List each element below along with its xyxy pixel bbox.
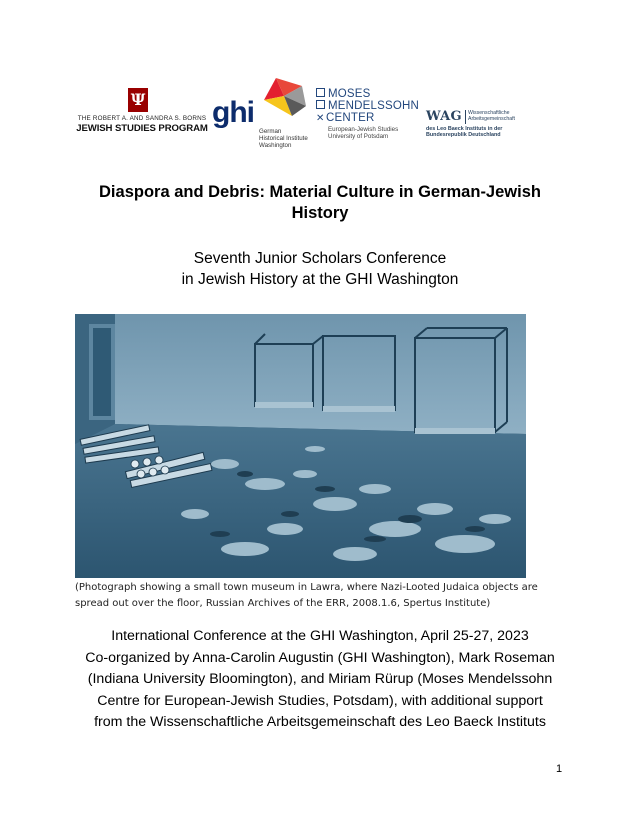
ghi-sub-line1: German [259, 128, 282, 135]
mmz-line3: ✕CENTER [316, 112, 375, 124]
logo-iu-jewish-studies [76, 88, 208, 136]
caption-line-2: spread out over the floor, Russian Archives of the ERR, 2008.1.6, Spertus Institute) [75, 597, 491, 609]
mmz-sub1: European-Jewish Studies [328, 126, 399, 133]
mmz-square-icon [316, 100, 325, 109]
page-number: 1 [556, 763, 563, 775]
wag-bottom-line2: Bundesrepublik Deutschland [426, 132, 501, 139]
ghi-triangle-icon [262, 78, 308, 126]
iu-logo-mainline: JEWISH STUDIES PROGRAM [76, 123, 208, 134]
document-subtitle [40, 248, 600, 290]
subtitle-line-1: Seventh Junior Scholars Conference [193, 250, 447, 267]
wag-right-line2: Arbeitsgemeinschaft [468, 116, 515, 122]
conference-details [40, 626, 600, 734]
mmz-sub2: University of Potsdam [328, 133, 389, 140]
wag-divider [465, 110, 466, 124]
photo-caption [75, 580, 575, 611]
title-line-2: History [291, 204, 349, 222]
mmz-x-icon: ✕ [316, 113, 325, 124]
mmz-line1: MOSES [316, 88, 371, 100]
ghi-subtitle [259, 128, 311, 150]
mmz-line2: MENDELSSOHN [316, 100, 419, 112]
document-title [40, 182, 600, 224]
wag-bottom-text [426, 126, 502, 139]
ghi-sub-line2: Historical Institute [259, 135, 308, 143]
mmz-square-icon [316, 88, 325, 97]
iu-logo-subline: THE ROBERT A. AND SANDRA S. BORNS [77, 115, 207, 122]
logo-wag [426, 108, 518, 138]
ghi-wordmark: ghi [212, 96, 254, 129]
caption-line-1: (Photograph showing a small town museum in Lawra, where Nazi-Looted Judaica objects are [75, 582, 538, 593]
body-line: Centre for European-Jewish Studies, Potsdam), with additional support [97, 692, 543, 709]
wag-abbr: WAG [426, 109, 462, 124]
body-line: Co-organized by Anna-Carolin Augustin (GHI Washington), Mark Roseman [85, 649, 555, 666]
iu-trident-icon: Ψ [128, 88, 148, 112]
wag-bottom-line1: des Leo Baeck Instituts in der [426, 126, 503, 132]
title-line-1: Diaspora and Debris: Material Culture in German-Jewish [99, 183, 541, 201]
body-line: (Indiana University Bloomington), and Miriam Rürup (Moses Mendelssohn [87, 671, 553, 688]
logo-moses-mendelssohn-center [316, 88, 424, 144]
subtitle-line-2: in Jewish History at the GHI Washington [181, 271, 459, 288]
body-line: from the Wissenschaftliche Arbeitsgemeinschaft des Leo Baeck Instituts [94, 714, 546, 731]
museum-photograph [75, 314, 526, 578]
wag-right-line1: Wissenschaftliche [468, 110, 510, 116]
logo-ghi [212, 78, 308, 150]
ghi-sub-line3: Washington [259, 142, 292, 150]
museum-photo-image [75, 314, 526, 578]
wag-right-text [468, 110, 515, 122]
body-line: International Conference at the GHI Washington, April 25-27, 2023 [111, 628, 529, 644]
